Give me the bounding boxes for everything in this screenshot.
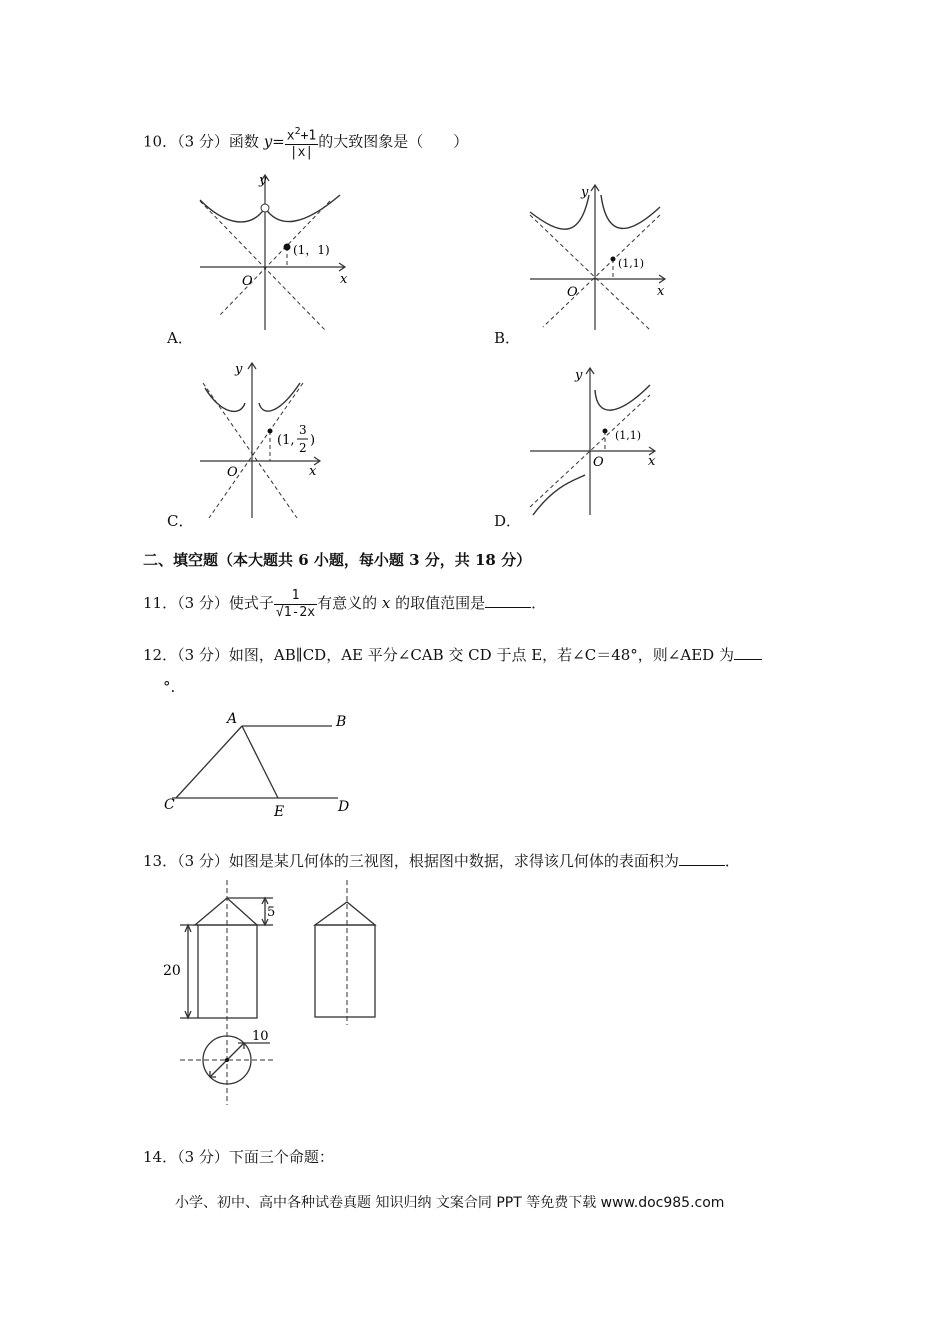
svg-text:D: D <box>338 799 350 815</box>
option-d-label: D． <box>494 512 522 530</box>
question-number: 14． <box>143 1148 178 1166</box>
question-13-stem: 13．（3 分）如图是某几何体的三视图，根据图中数据，求得该几何体的表面积为 ． <box>143 852 740 870</box>
svg-text:B: B <box>336 714 347 730</box>
svg-text:): ) <box>310 433 316 448</box>
svg-text:(1,1): (1,1) <box>615 429 642 442</box>
question-14-stem: 14．（3 分）下面三个命题： <box>143 1148 334 1166</box>
graph-option-b <box>525 180 685 340</box>
function-fraction: $\frac{x^2+1}{|x|}$ <box>286 126 317 161</box>
svg-text:y: y <box>259 173 267 188</box>
section-heading: 二、填空题（本大题共 6 小题，每小题 3 分，共 18 分） <box>143 551 532 569</box>
svg-text:x: x <box>657 284 665 299</box>
svg-text:3: 3 <box>299 423 307 437</box>
svg-text:y: y <box>235 362 243 377</box>
question-score: （3 分） <box>177 1148 229 1166</box>
graph-option-d <box>525 365 695 525</box>
svg-text:x: x <box>340 272 348 287</box>
answer-blank <box>679 850 725 866</box>
svg-text:(1,1): (1,1) <box>618 257 645 270</box>
svg-text:2: 2 <box>299 441 307 455</box>
answer-blank <box>734 644 762 660</box>
page-footer: 小学、初中、高中各种试卷真题 知识归纳 文案合同 PPT 等免费下载 www.doc985.com <box>175 1195 725 1211</box>
svg-text:O: O <box>227 465 238 480</box>
svg-text:O: O <box>567 285 578 300</box>
graph-option-a <box>195 170 355 330</box>
question-12-stem: 12．（3 分）如图，AB∥CD，AE 平分∠CAB 交 CD 于点 E，若∠C＝48°，则∠AED 为 <box>143 644 762 665</box>
svg-text:y: y <box>581 185 589 200</box>
question-score: （3 分） <box>177 646 229 664</box>
question-number: 11． <box>143 594 178 612</box>
option-c-label: C． <box>167 512 194 530</box>
svg-text:(1,: (1, <box>277 433 295 448</box>
question-11-stem: 11．（3 分）使式子 $\frac{1}{√1-2x}$ 有意义的 x 的取值范围是 ． <box>143 587 547 620</box>
svg-text:x: x <box>309 464 317 479</box>
svg-text:C: C <box>164 797 175 813</box>
question-number: 13． <box>143 852 178 870</box>
svg-text:x: x <box>648 454 656 469</box>
question-10-stem: 10．（3 分）函数 y= $\frac{x^2+1}{|x|}$ 的大致图象是（ ） <box>143 126 469 161</box>
svg-text:A: A <box>227 711 238 727</box>
question-score: （3 分） <box>177 132 229 151</box>
question-score: （3 分） <box>177 852 229 870</box>
option-b-label: B． <box>494 329 521 347</box>
svg-text:O: O <box>593 455 604 470</box>
question-number: 10． <box>143 132 178 151</box>
three-views-figure <box>155 880 415 1110</box>
parallel-lines-figure <box>160 710 360 820</box>
svg-text:10: 10 <box>252 1029 269 1044</box>
svg-text:20: 20 <box>163 963 181 979</box>
question-number: 12． <box>143 646 178 664</box>
svg-text:y: y <box>575 368 583 383</box>
answer-blank <box>485 592 531 608</box>
svg-text:(1，1): (1，1) <box>293 243 330 257</box>
graph-option-c <box>195 358 355 518</box>
expression-fraction: $\frac{1}{√1-2x}$ <box>275 587 316 620</box>
svg-text:5: 5 <box>267 905 276 920</box>
question-12-end: °. <box>163 678 176 696</box>
option-a-label: A． <box>167 329 193 347</box>
svg-text:O: O <box>242 274 253 289</box>
svg-text:E: E <box>274 804 285 820</box>
question-score: （3 分） <box>177 594 229 612</box>
